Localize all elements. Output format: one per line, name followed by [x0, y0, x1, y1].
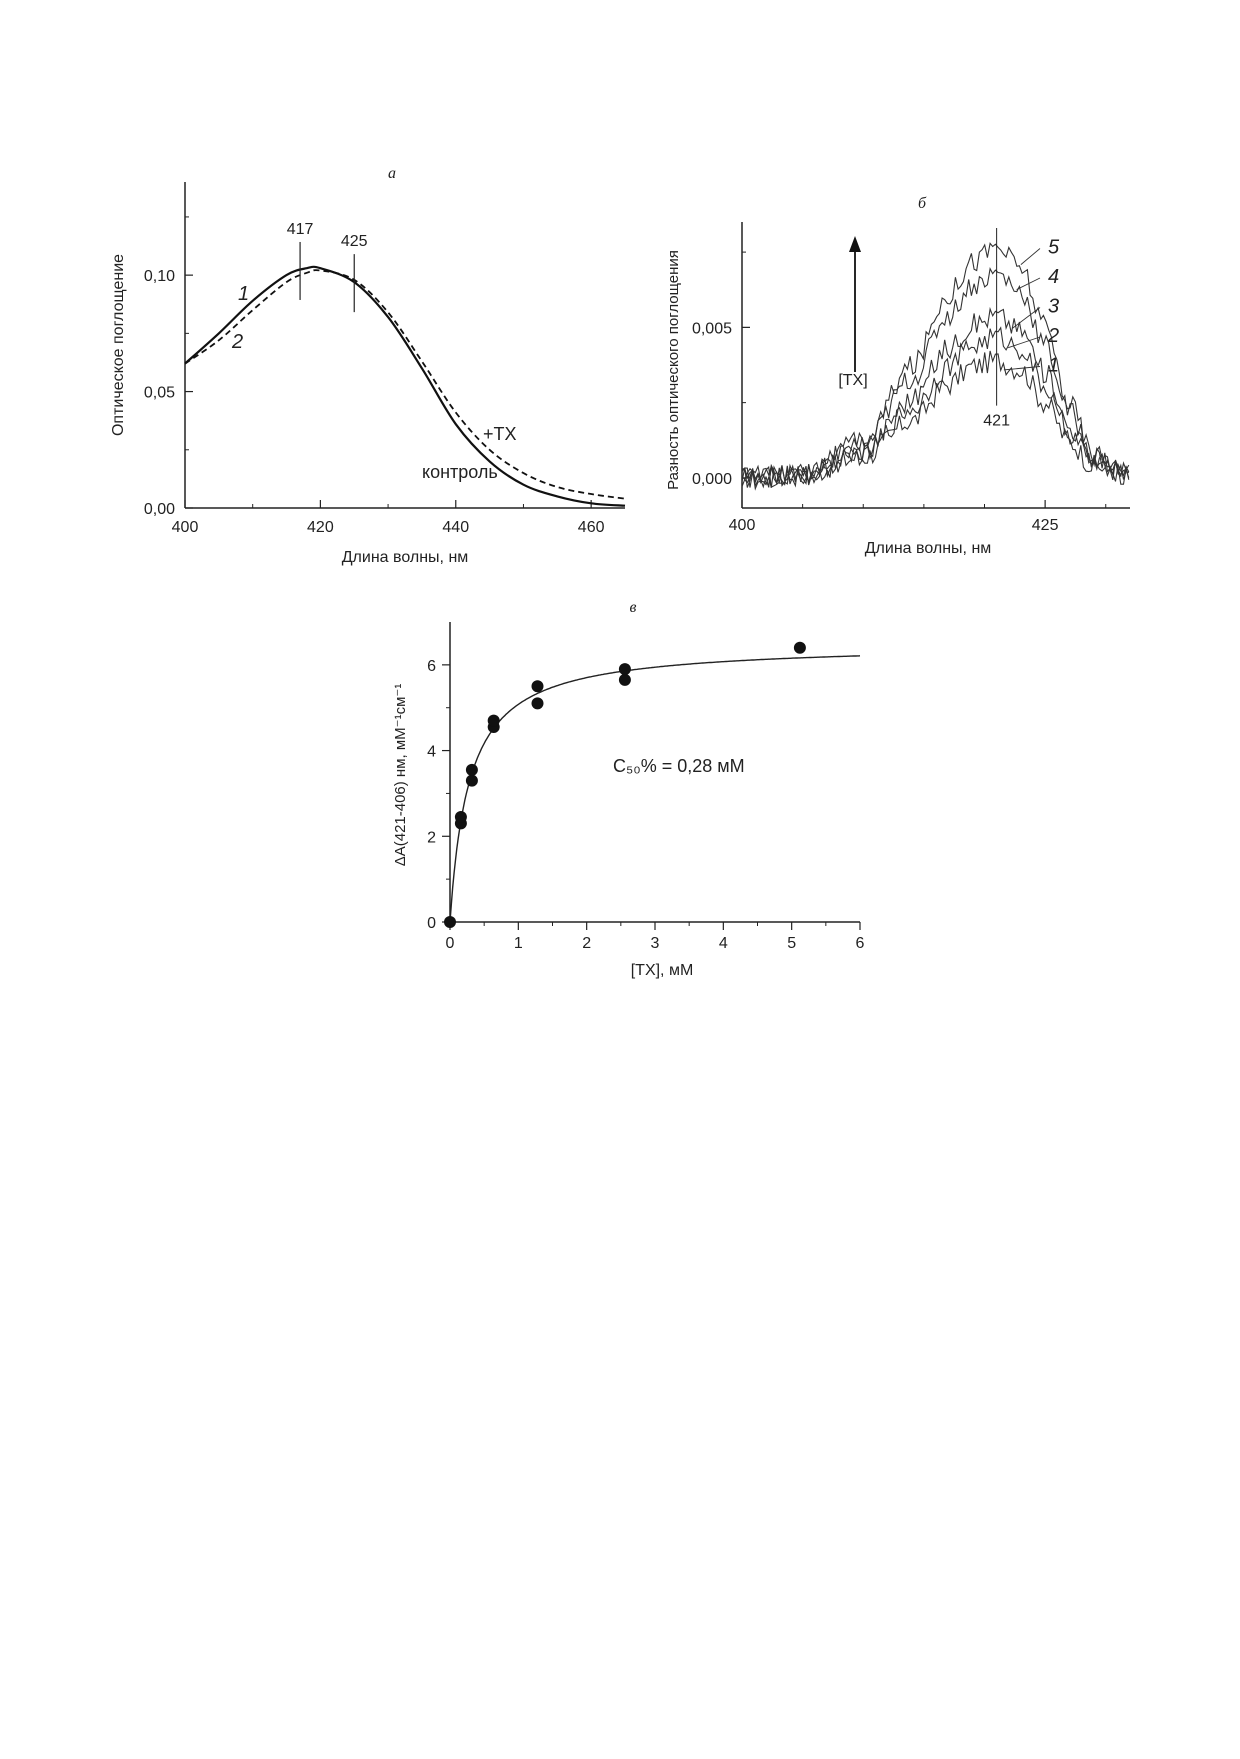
panel-c-data-point: [466, 775, 478, 787]
panel-c-data-point: [488, 715, 500, 727]
panel-b-x-tick-label: 425: [1031, 517, 1059, 534]
panel-a-series-1-number: 1: [238, 283, 250, 305]
panel-b-y-title: Разность оптического поглощения: [665, 250, 682, 490]
panel-b-leader-1: [1004, 367, 1040, 370]
panel-a-x-title: Длина волны, нм: [341, 549, 469, 566]
panel-c-y-title: ΔA(421-406) нм, мМ⁻¹см⁻¹: [392, 683, 409, 867]
panel-b-series-number-1: 1: [1048, 354, 1060, 377]
panel-c-y-tick-label: 4: [427, 743, 436, 761]
panel-b-series-group: [742, 243, 1129, 488]
panel-a-label: а: [388, 165, 396, 182]
panel-b-y-tick-label: 0,005: [691, 320, 732, 338]
panel-c-points: [444, 642, 806, 928]
panel-a-x-tick-label: 400: [171, 519, 199, 536]
panel-c-x-tick-label: 3: [650, 935, 660, 952]
panel-b-series-number-3: 3: [1048, 295, 1060, 318]
panel-a-x-tick-label: 420: [307, 519, 334, 536]
panel-a-control-label: контроль: [422, 462, 498, 482]
panel-c: [392, 599, 865, 979]
panel-b-series-5: [742, 243, 1129, 487]
panel-c-y-tick-label: 2: [427, 829, 436, 847]
panel-c-y-tick-label: 6: [427, 657, 436, 675]
panel-c-y-tick-label: 0: [427, 915, 436, 932]
panel-a-y-tick-label: 0,05: [143, 384, 175, 402]
panel-c-x-tick-label: 0: [445, 935, 455, 952]
panel-a-tx-label: +TX: [483, 424, 517, 444]
panel-b-x-title: Длина волны, нм: [864, 540, 992, 557]
panel-c-data-point: [619, 674, 631, 686]
panel-a: [110, 165, 625, 566]
panel-c-x-tick-label: 6: [855, 935, 865, 952]
panel-c-data-point: [532, 697, 544, 709]
panel-a-y-title: Оптическое поглощение: [110, 253, 127, 437]
panel-b-peak-label: 421: [983, 412, 1010, 430]
panel-c-x-tick-label: 2: [582, 935, 592, 952]
panel-a-x-tick-label: 440: [442, 519, 470, 536]
panel-b-label: б: [917, 195, 927, 212]
panel-c-ticks: [427, 658, 864, 952]
panel-a-series-2-number: 2: [232, 331, 244, 353]
panel-c-data-point: [619, 663, 631, 675]
panel-c-x-tick-label: 4: [718, 935, 728, 952]
panel-b-x-tick-label: 400: [728, 517, 756, 534]
panel-c-data-point: [466, 764, 478, 776]
panel-c-x-tick-label: 5: [787, 935, 797, 952]
panel-a-marker-425-label: 425: [340, 233, 368, 251]
panel-b-arrow-head-icon: [849, 236, 861, 252]
panel-a-y-tick-label: 0,00: [143, 501, 175, 518]
panel-b-ticks: [692, 252, 1106, 534]
panel-b-leaders: [1004, 236, 1060, 376]
panel-c-fit-curve: [450, 656, 860, 922]
panel-b-arrow-label: [TX]: [838, 372, 868, 389]
panel-c-x-tick-label: 1: [513, 935, 523, 952]
panel-b-y-tick-label: 0,000: [691, 470, 732, 488]
panel-a-series-control: [185, 267, 625, 506]
panel-a-series-tx: [185, 270, 625, 499]
panel-b-series-number-5: 5: [1048, 236, 1060, 259]
panel-b-series-4: [742, 269, 1129, 489]
panel-c-data-point: [532, 680, 544, 692]
panel-c-label: в: [629, 599, 637, 616]
panel-b-series-number-2: 2: [1048, 325, 1060, 348]
panel-a-ticks: [144, 217, 605, 536]
panel-c-data-point: [444, 916, 456, 928]
panel-b-leader-5: [1021, 248, 1040, 264]
panel-a-marker-417-label: 417: [286, 220, 314, 238]
panel-a-y-tick-label: 0,10: [143, 268, 175, 286]
panel-a-x-tick-label: 460: [577, 519, 605, 536]
panel-b: [665, 195, 1130, 557]
panel-b-series-number-4: 4: [1048, 265, 1060, 288]
panel-c-data-point: [794, 642, 806, 654]
panel-c-data-point: [455, 811, 467, 823]
panel-c-annotation: C₅₀% = 0,28 мМ: [613, 756, 745, 776]
panel-c-x-title: [TX], мМ: [630, 962, 694, 979]
